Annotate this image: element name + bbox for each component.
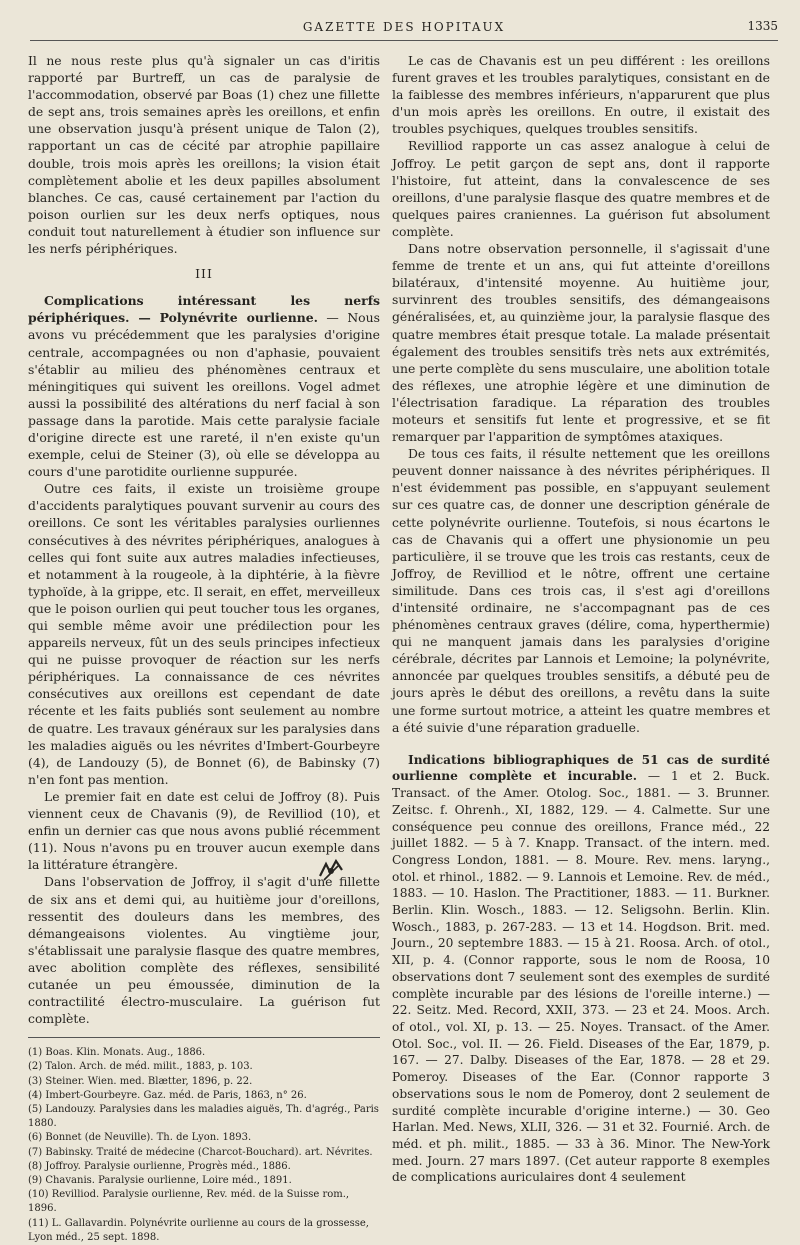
paragraph: Dans l'observation de Joffroy, il s'agit d'une fillette de six ans et demi qui, au huitième jour d'oreillons, ressentit des douleurs dans les membres, des démangeaisons violentes. Au vingtième jour, s'établissait une paralysie flasque des quatre membres, avec abolition complète des réflexes, sensibilité cutanée un peu émoussée, diminution de la contractilité électro-musculaire. La guérison fut complète. bbox=[28, 874, 380, 1027]
page-number: 1335 bbox=[747, 19, 778, 33]
paragraph: Il ne nous reste plus qu'à signaler un cas d'iritis rapporté par Burtreff, un cas de paralysie de l'accommodation, observé par Boas (1) chez une fillette de sept ans, trois semaines après les oreillons, et enfin une observation jusqu'à présent unique de Talon (2), rapportant un cas de cécité par atrophie papillaire double, trois mois après les oreillons; la vision était complètement abolie et les deux papilles absolument blanches. Ce cas, causé certainement par l'action du poison ourlien sur les deux nerfs optiques, nous conduit tout naturellement à étudier son influence sur les nerfs périphériques. bbox=[28, 53, 380, 257]
paragraph-body: — Nous avons vu précédemment que les paralysies d'origine centrale, accompagnées ou non d'aphasie, pouvaient s'établir au milieu des phénomènes centraux et méningitiques qui suivent les oreillons. Vogel admet aussi la possibilité des altérations du nerf facial à son passage dans la parotide. Mais cette paralysie faciale d'origine directe est une rareté, il n'en existe qu'un exemple, celui de Steiner (3), où elle se développa au cours d'une parotidite ourlienne suppurée. bbox=[28, 310, 380, 480]
paragraph: Revilliod rapporte un cas assez analogue à celui de Joffroy. Le petit garçon de sept ans, dont il rapporte l'histoire, fut atteint, dans la convalescence de ses oreillons, d'une paralysie flasque des quatre membres et de quelques paires craniennes. La guérison fut absolument complète. bbox=[392, 138, 770, 239]
paragraph-with-heading bbox=[28, 292, 380, 480]
journal-title: GAZETTE DES HOPITAUX bbox=[302, 20, 506, 34]
footnote: (2) Talon. Arch. de méd. milit., 1883, p. 103. bbox=[28, 1061, 253, 1073]
footnote: (10) Revilliod. Paralysie ourlienne, Rev. méd. de la Suisse rom., 1896. bbox=[28, 1189, 350, 1215]
left-column bbox=[28, 52, 380, 1245]
right-column bbox=[392, 52, 770, 1186]
footnote: (11) L. Gallavardin. Polynévrite ourlienne au cours de la grossesse, Lyon méd., 25 sept. 1898. bbox=[28, 1217, 369, 1243]
footnote: (8) Joffroy. Paralysie ourlienne, Progrès méd., 1886. bbox=[28, 1160, 291, 1172]
paragraph: Dans notre observation personnelle, il s'agissait d'une femme de trente et un ans, qui fut atteinte d'oreillons bilatéraux, d'intensité moyenne. Au huitième jour, survinrent des troubles sensitifs, des démangeaisons généralisées, et, au quinzième jour, la paralysie flasque des quatre membres était presque totale. La malade présentait également des troubles sensitifs très nets aux extrémités, une perte complète du sens musculaire, une abolition totale des réflexes, une atrophie légère et une diminution de l'électrisation faradique. La réparation des troubles moteurs et sensitifs fut lente et progressive, et se fit remarquer par l'apparition de symptômes ataxiques. bbox=[392, 241, 770, 445]
footnote: (6) Bonnet (de Neuville). Th. de Lyon. 1893. bbox=[28, 1132, 252, 1144]
footnote: (3) Steiner. Wien. med. Blætter, 1896, p. 22. bbox=[28, 1075, 253, 1087]
library-stamp-mark-icon bbox=[316, 858, 346, 884]
paragraph: Outre ces faits, il existe un troisième groupe d'accidents paralytiques pouvant survenir au cours des oreillons. Ce sont les véritables paralysies ourliennes consécutives à des névrites périphériques, analogues à celles qui font suite aux autres maladies infectieuses, et notamment à la rougeole, à la diphtérie, à la fièvre typhoïde, à la grippe, etc. Il serait, en effet, merveilleux que le poison ourlien qui peut toucher tous les organes, qui semble même avoir une prédilection pour les appareils nerveux, fût un des seuls principes infectieux qui ne puisse provoquer de réaction sur les nerfs périphériques. La connaissance de ces névrites consécutives aux oreillons est cependant de date récente et les faits publiés sont seulement au nombre de quatre. Les travaux généraux sur les paralysies dans les maladies aiguës ou les névrites d'Imbert-Gourbeyre (4), de Landouzy (5), de Bonnet (6), de Babinsky (7) n'en font pas mention. bbox=[28, 481, 380, 787]
section-number: III bbox=[195, 266, 213, 282]
paragraph: De tous ces faits, il résulte nettement que les oreillons peuvent donner naissance à des névrites périphériques. Il n'est évidemment pas possible, en s'appuyant seulement sur ces quatre cas, de donner une description générale de cette polynévrite ourlienne. Toutefois, si nous écartons le cas de Chavanis qui a offert une physionomie un peu particulière, il se trouve que les trois cas restants, ceux de Joffroy, de Revilliod et le nôtre, offrent une certaine similitude. Dans ces trois cas, il s'est agi d'oreillons d'intensité ordinaire, ne s'accompagnant pas de ces phénomènes centraux graves (délire, coma, hyperthermie) qui ne manquent jamais dans les paralysies d'origine cérébrale, décrites par Lannois et Lemoine; la polynévrite, annoncée par quelques troubles sensitifs, a débuté peu de jours après le début des oreillons, a revêtu dans la suite une forme surtout motrice, a atteint les quatre membres et a été suivie d'une réparation graduelle. bbox=[392, 446, 770, 735]
footnote: (5) Landouzy. Paralysies dans les maladies aiguës, Th. d'agrég., Paris 1880. bbox=[28, 1104, 379, 1130]
paragraph: Le premier fait en date est celui de Joffroy (8). Puis viennent ceux de Chavanis (9), de Revilliod (10), et enfin un dernier cas que nous avons publié récemment (11). Nous n'avons pu en trouver aucun exemple dans la littérature étrangère. bbox=[28, 788, 380, 873]
section-heading: Complications intéressant les nerfs périphériques. — Polynévrite ourlienne. bbox=[28, 293, 380, 326]
bibliography-heading: Indications bibliographiques de 51 cas de surdité ourlienne complète et incurable. bbox=[392, 752, 770, 784]
footnote: (1) Boas. Klin. Monats. Aug., 1886. bbox=[28, 1047, 206, 1059]
bibliography-body: — 1 et 2. Buck. Transact. of the Amer. Otolog. Soc., 1881. — 3. Brunner. Zeitsc. f. Ohrenh., XI, 1882, 129. — 4. Calmette. Sur une conséquence peu connue des oreillons, France méd., 22 juillet 1882. — 5 à 7. Knapp. Transact. of the intern. med. Congress London, 1881. — 8. Moure. Rev. mens. laryng., otol. et rhinol., 1882. — 9. Lannois et Lemoine. Rev. de méd., 1883. — 10. Haslon. The Practitioner, 1883. — 11. Burkner. Berlin. Klin. Wosch., 1883. — 12. Seligsohn. Berlin. Klin. Wosch., 1883, p. 267-283. — 13 et 14. Hogdson. Brit. med. Journ., 20 septembre 1883. — 15 à 21. Roosa. Arch. of otol., XII, p. 4. (Connor rapporte, sous le nom de Roosa, 10 observations dont 7 seulement sont des exemples de surdité complète incurable par des lésions de l'oreille interne.) — 22. Seitz. Med. Record, XXII, 373. — 23 et 24. Moos. Arch. of otol., vol. XI, p. 13. — 25. Noyes. Transact. of the Amer. Otol. Soc., vol. II. — 26. Field. Diseases of the Ear, 1879, p. 167. — 27. Dalby. Diseases of the Ear, 1878. — 28 et 29. Pomeroy. Diseases of the Ear. (Connor rapporte 3 observations sous le nom de Pomeroy, dont 2 seulement de surdité complète incurable d'origine interne.) — 30. Geo Harlan. Med. News, XLII, 326. — 31 et 32. Fournié. Arch. de méd. et ph. milit., 1885. — 33 à 36. Minor. The New-York med. Journ. 27 mars 1897. (Cet auteur rapporte 8 exemples de complications auriculaires dont 4 seulement bbox=[392, 769, 770, 1185]
running-header bbox=[30, 16, 778, 41]
footnote: (7) Babinsky. Traité de médecine (Charcot-Bouchard). art. Névrites. bbox=[28, 1146, 373, 1158]
footnotes bbox=[28, 1046, 380, 1245]
footnote: (9) Chavanis. Paralysie ourlienne, Loire méd., 1891. bbox=[28, 1175, 292, 1187]
bibliography-paragraph bbox=[392, 752, 770, 1186]
footnote: (4) Imbert-Gourbeyre. Gaz. méd. de Paris, 1863, n° 26. bbox=[28, 1089, 307, 1101]
footnote-divider bbox=[28, 1037, 380, 1038]
paragraph: Le cas de Chavanis est un peu différent : les oreillons furent graves et les troubles paralytiques, consistant en de la faiblesse des membres inférieurs, n'apparurent que plus d'un mois après les oreillons. En outre, il existait des troubles psychiques, quelques troubles sensitifs. bbox=[392, 53, 770, 137]
